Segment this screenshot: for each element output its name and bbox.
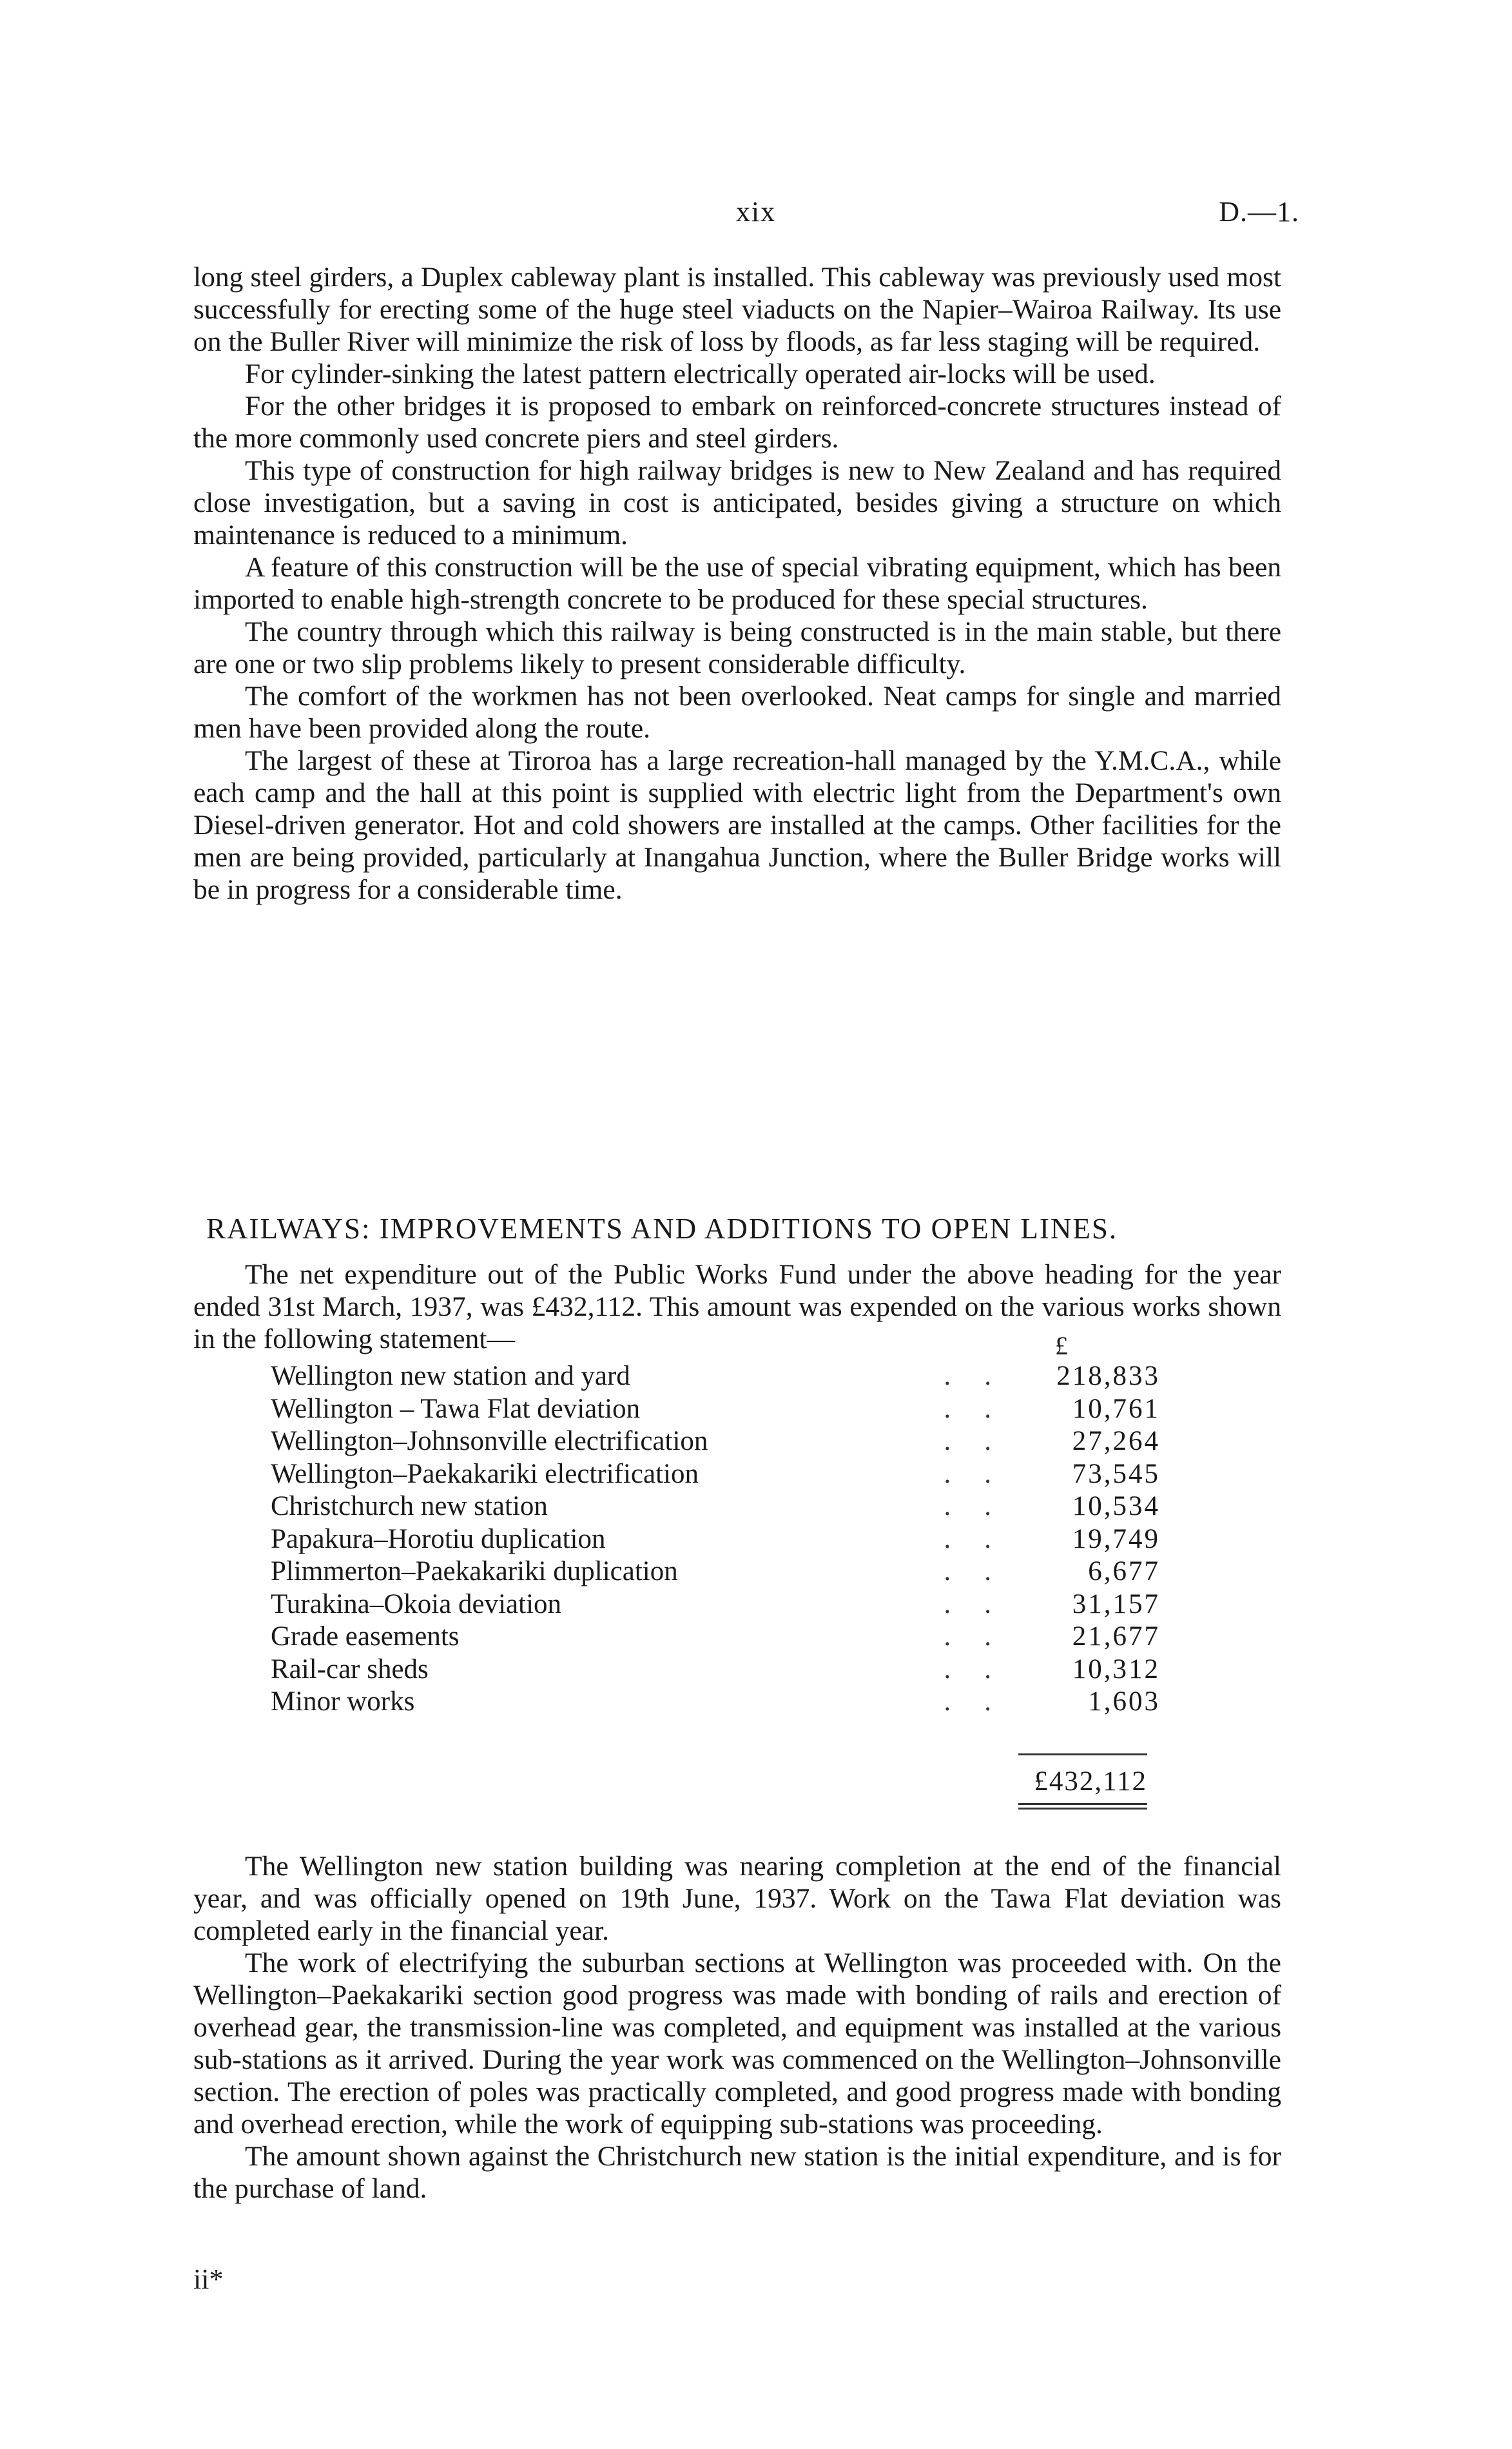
- table-row: [271, 1621, 1160, 1654]
- table-row: [271, 1360, 1160, 1393]
- document-reference: D.—1.: [1219, 196, 1299, 228]
- row-label: Papakura–Horotiu duplication: [271, 1523, 606, 1554]
- dot-leader: ..: [944, 1393, 1025, 1424]
- row-label: Turakina–Okoia deviation: [271, 1588, 562, 1619]
- expenditure-table: [271, 1331, 1160, 1719]
- paragraph: The Wellington new station building was nearing completion at the end of the financial year, and was officially opened on 19th June, 1937. Work on the Tawa Flat deviation was completed early in the financial year.: [193, 1851, 1281, 1946]
- row-value: 73,545: [1072, 1458, 1160, 1489]
- row-value: 10,761: [1072, 1393, 1160, 1424]
- dot-leader: ..: [944, 1654, 1025, 1684]
- paragraph: long steel girders, a Duplex cableway plant is installed. This cableway was previously used most successfully for erecting some of the huge steel viaducts on the Napier–Wairoa Railway. Its use on the Buller River will minimize the risk of loss by floods, as far less staging will be required.: [193, 262, 1281, 357]
- table-row: [271, 1458, 1160, 1491]
- dot-leader: ..: [944, 1686, 1025, 1717]
- row-value: 218,833: [1056, 1361, 1160, 1391]
- double-underline: [1018, 1803, 1147, 1810]
- paragraph: The net expenditure out of the Public Works Fund under the above heading for the year ended 31st March, 1937, was £432,112. This amount was expended on the various works shown in the following statement—: [193, 1259, 1281, 1354]
- table-row: [271, 1588, 1160, 1621]
- dot-leader: ..: [944, 1426, 1025, 1456]
- paragraph: The country through which this railway is being constructed is in the main stable, but there are one or two slip problems likely to present considerable difficulty.: [193, 616, 1281, 679]
- total-block: [1005, 1753, 1147, 1810]
- intro-text: [193, 261, 1281, 906]
- paragraph: The comfort of the workmen has not been overlooked. Neat camps for single and married men have been provided along the route.: [193, 681, 1281, 744]
- currency-unit-header: £: [1055, 1331, 1068, 1360]
- dot-leader: ..: [944, 1621, 1025, 1652]
- dot-leader: ..: [944, 1588, 1025, 1619]
- row-label: Grade easements: [271, 1621, 460, 1652]
- row-value: 27,264: [1072, 1426, 1160, 1456]
- table-row: [271, 1654, 1160, 1686]
- row-label: Wellington – Tawa Flat deviation: [271, 1393, 641, 1424]
- total-value: £432,112: [1034, 1766, 1147, 1797]
- row-value: 10,312: [1072, 1654, 1160, 1684]
- dot-leader: ..: [944, 1491, 1025, 1521]
- section-heading: RAILWAYS: IMPROVEMENTS AND ADDITIONS TO OPEN LINES.: [206, 1213, 1118, 1245]
- dot-leader: ..: [944, 1523, 1025, 1554]
- dot-leader: ..: [944, 1556, 1025, 1586]
- closing-text: [193, 1850, 1281, 2205]
- dot-leader: ..: [944, 1361, 1025, 1391]
- row-label: Minor works: [271, 1686, 415, 1717]
- row-label: Wellington–Paekakariki electrification: [271, 1458, 699, 1489]
- row-value: 31,157: [1072, 1588, 1160, 1619]
- row-label: Wellington–Johnsonville electrification: [271, 1426, 708, 1456]
- signature-mark: ii*: [193, 2263, 224, 2295]
- section-intro: [193, 1258, 1281, 1355]
- table-row: [271, 1490, 1160, 1523]
- row-value: 19,749: [1072, 1523, 1160, 1554]
- table-row: [271, 1523, 1160, 1556]
- table-row: [271, 1393, 1160, 1426]
- table-row: [271, 1686, 1160, 1719]
- table-row: [271, 1425, 1160, 1458]
- row-label: Christchurch new station: [271, 1491, 548, 1521]
- paragraph: This type of construction for high railway bridges is new to New Zealand and has required close investigation, but a saving in cost is anticipated, besides giving a structure on which maintenance is reduced to a minimum.: [193, 455, 1281, 551]
- row-value: 10,534: [1072, 1491, 1160, 1521]
- row-label: Plimmerton–Paekakariki duplication: [271, 1556, 678, 1586]
- table-row: [271, 1556, 1160, 1588]
- page-number: xix: [735, 196, 777, 228]
- row-label: Rail-car sheds: [271, 1654, 429, 1684]
- dot-leader: ..: [944, 1458, 1025, 1489]
- row-value: 21,677: [1072, 1621, 1160, 1652]
- paragraph: The work of electrifying the suburban sections at Wellington was proceeded with. On the Wellington–Paekakariki section good progress was made with bonding of rails and erection of overhead gear, the transmission-line was completed, and equipment was installed at the various sub-stations as it arrived. During the year work was commenced on the Wellington–Johnsonville section. The erection of poles was practically completed, and good progress made with bonding and overhead erection, while the work of equipping sub-stations was proceeding.: [193, 1947, 1281, 2140]
- paragraph: A feature of this construction will be the use of special vibrating equipment, which has been imported to enable high-strength concrete to be produced for these special structures.: [193, 552, 1281, 615]
- row-value: 6,677: [1088, 1556, 1160, 1586]
- paragraph: The largest of these at Tiroroa has a large recreation-hall managed by the Y.M.C.A., while each camp and the hall at this point is supplied with electric light from the Department's own Diesel-driven generator. Hot and cold showers are installed at the camps. Other facilities for the men are being provided, particularly at Inangahua Junction, where the Buller Bridge works will be in progress for a considerable time.: [193, 745, 1281, 905]
- paragraph: For cylinder-sinking the latest pattern electrically operated air-locks will be used.: [245, 358, 1156, 389]
- row-label: Wellington new station and yard: [271, 1361, 630, 1391]
- row-value: 1,603: [1088, 1686, 1160, 1717]
- paragraph: The amount shown against the Christchurch new station is the initial expenditure, and is for the purchase of land.: [193, 2141, 1281, 2204]
- paragraph: For the other bridges it is proposed to embark on reinforced-concrete structures instead of the more commonly used concrete piers and steel girders.: [193, 391, 1281, 454]
